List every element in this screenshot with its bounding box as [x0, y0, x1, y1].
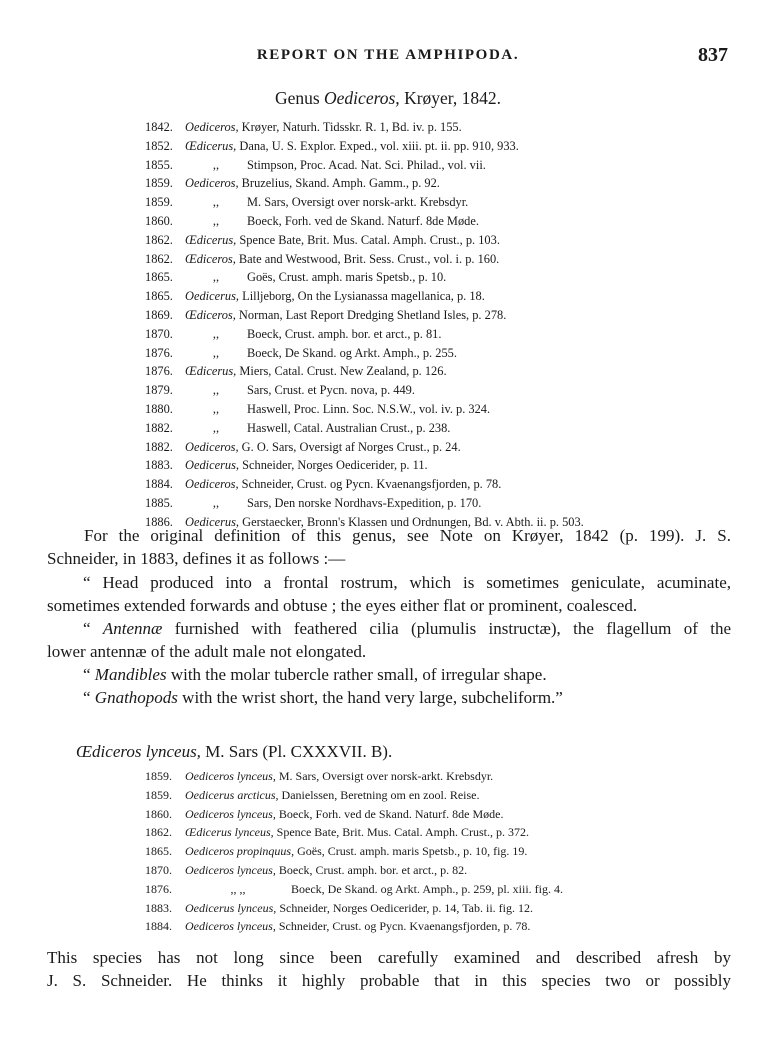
entry-year: 1862.: [145, 251, 173, 266]
running-title: REPORT ON THE AMPHIPODA.: [256, 47, 520, 63]
entry-year: 1852.: [145, 138, 173, 153]
species-heading: [76, 742, 392, 762]
entry-year: 1855.: [145, 157, 173, 172]
entry-reference: Goës, Crust. amph. maris Spetsb., p. 10.: [247, 270, 447, 285]
quote-line: [47, 663, 731, 686]
species-authority: M. Sars (Pl. CXXXVII. B).: [205, 742, 393, 761]
synonymy-entry: [145, 362, 745, 381]
entry-year: 1862.: [145, 825, 172, 840]
entry-reference: Spence Bate, Brit. Mus. Catal. Amph. Crust., p. 103.: [239, 232, 500, 247]
entry-ditto-mark: ,,: [212, 495, 220, 510]
definition-intro: [47, 524, 731, 570]
entry-year: 1882.: [145, 439, 173, 454]
entry-reference: Sars, Den norske Nordhavs-Expedition, p. 170.: [247, 495, 482, 510]
quote-line: [47, 686, 731, 709]
entry-year: 1859.: [145, 769, 172, 783]
entry-ditto-mark: ,,: [212, 270, 220, 285]
entry-year: 1869.: [145, 307, 173, 322]
synonymy-entry: [145, 344, 745, 363]
synonymy-entry: [145, 156, 745, 175]
entry-reference: Boeck, De Skand. og Arkt. Amph., p. 255.: [247, 345, 457, 360]
synonymy-entry: [145, 118, 745, 137]
entry-taxon-name: Œdiceros,: [185, 251, 236, 266]
synonymy-entry: [145, 494, 745, 513]
entry-year: 1860.: [145, 806, 172, 821]
synonymy-entry: [145, 805, 745, 824]
entry-reference: M. Sars, Oversigt over norsk-arkt. Krebsdyr.: [278, 769, 494, 783]
entry-ditto-mark: ,,: [212, 195, 220, 210]
entry-taxon-name: Oediceros,: [185, 120, 239, 134]
synonymy-entry: [145, 193, 745, 212]
synonymy-entry: [145, 823, 745, 842]
synonymy-entry: [145, 842, 745, 861]
synonymy-entry: [145, 438, 745, 457]
entry-year: 1876.: [145, 364, 173, 379]
entry-reference: Goës, Crust. amph. maris Spetsb., p. 10, fig. 19.: [297, 844, 528, 859]
entry-taxon-name: Oediceros,: [185, 477, 239, 492]
open-quote: “: [83, 688, 91, 707]
entry-year: 1876.: [145, 881, 172, 896]
synonymy-entry: [145, 268, 745, 287]
entry-ditto-mark: ,, ,,: [230, 881, 246, 896]
entry-reference: Sars, Crust. et Pycn. nova, p. 449.: [247, 383, 415, 398]
entry-taxon-name: Œdicerus,: [185, 364, 237, 379]
entry-taxon-name: Oediceros,: [185, 176, 239, 191]
entry-reference: Boeck, Crust. amph. bor. et arct., p. 82.: [278, 862, 468, 877]
entry-reference: Stimpson, Proc. Acad. Nat. Sci. Philad., vol. vii.: [247, 157, 486, 172]
entry-reference: Schneider, Norges Oedicerider, p. 11.: [242, 458, 428, 473]
quote-text: with the wrist short, the hand very large, subcheliform.”: [182, 688, 563, 707]
entry-taxon-name: Oediceros lynceus,: [185, 862, 276, 877]
quote-term: Mandibles: [94, 665, 167, 684]
entry-ditto-mark: ,,: [212, 326, 220, 341]
entry-reference: Boeck, Forh. ved de Skand. Naturf. 8de Møde.: [247, 213, 479, 228]
entry-year: 1884.: [145, 919, 172, 934]
entry-reference: M. Sars, Oversigt over norsk-arkt. Krebsdyr.: [247, 195, 469, 210]
entry-taxon-name: Oedicerus lynceus,: [185, 900, 277, 915]
synonymy-entry: [145, 419, 745, 438]
entry-year: 1859.: [145, 787, 172, 802]
entry-taxon-name: Oedicerus,: [185, 289, 240, 304]
entry-taxon-name: Oedicerus arcticus,: [185, 787, 279, 802]
entry-ditto-mark: ,,: [212, 401, 220, 416]
page-number: 837: [698, 44, 728, 66]
entry-reference: Miers, Catal. Crust. New Zealand, p. 126.: [239, 364, 447, 379]
synonymy-entry: [145, 231, 745, 250]
synonymy-entry: [145, 287, 745, 306]
synonymy-entry: [145, 212, 745, 231]
entry-year: 1862.: [145, 232, 173, 247]
entry-year: 1865.: [145, 844, 172, 859]
genus-label: Genus: [274, 88, 320, 108]
entry-year: 1883.: [145, 900, 172, 915]
entry-reference: Boeck, De Skand. og Arkt. Amph., p. 259, pl. xiii. fig. 4.: [291, 881, 563, 896]
quote-line: “ Head produced into a frontal rostrum, which is sometimes geniculate, acuminate,: [83, 573, 731, 592]
entry-taxon-name: Œdicerus,: [185, 138, 237, 153]
entry-year: 1883.: [145, 458, 173, 473]
quote-line: sometimes extended forwards and obtuse ; the eyes either flat or prominent, coalesced.: [47, 596, 638, 615]
quote-head: [47, 571, 731, 617]
entry-year: 1885.: [145, 495, 173, 510]
genus-heading: [0, 88, 776, 109]
synonymy-entry: [145, 325, 745, 344]
synonymy-entry: [145, 861, 745, 880]
entry-year: 1859.: [145, 176, 173, 191]
entry-reference: Boeck, Forh. ved de Skand. Naturf. 8de Møde.: [278, 806, 504, 821]
entry-reference: Danielssen, Beretning om en zool. Reise.: [281, 787, 480, 802]
entry-year: 1882.: [145, 420, 173, 435]
synonymy-entry: [145, 381, 745, 400]
entry-reference: G. O. Sars, Oversigt af Norges Crust., p. 24.: [241, 439, 461, 454]
synonymy-entry: [145, 137, 745, 156]
quote-text: with the molar tubercle rather small, of irregular shape.: [170, 665, 547, 684]
entry-reference: Haswell, Catal. Australian Crust., p. 238.: [247, 420, 451, 435]
genus-author: Krøyer, 1842.: [404, 88, 502, 108]
quote-text: furnished with feathered cilia (plumulis instructæ), the flagellum of the: [174, 619, 731, 638]
entry-year: 1879.: [145, 383, 173, 398]
open-quote: “: [83, 665, 91, 684]
closing-paragraph: [47, 946, 731, 992]
entry-year: 1870.: [145, 862, 172, 877]
entry-reference: Krøyer, Naturh. Tidsskr. R. 1, Bd. iv. p. 155.: [241, 120, 462, 134]
entry-taxon-name: Œdicerus,: [185, 232, 237, 247]
entry-taxon-name: Oediceros,: [185, 439, 239, 454]
entry-year: 1876.: [145, 345, 173, 360]
entry-reference: Spence Bate, Brit. Mus. Catal. Amph. Crust., p. 372.: [276, 825, 529, 840]
quote-term: Antennæ: [102, 619, 163, 638]
entry-taxon-name: Oedicerus,: [185, 514, 240, 529]
closing-line: J. S. Schneider. He thinks it highly probable that in this species two or possibly: [47, 971, 731, 990]
synonymy-entry: [145, 306, 745, 325]
quote-line: [47, 617, 731, 640]
entry-year: 1865.: [145, 270, 173, 285]
definition-intro-line: Schneider, in 1883, defines it as follows :—: [47, 549, 346, 568]
closing-line: This species has not long since been carefully examined and described afresh by: [47, 948, 731, 967]
entry-year: 1842.: [145, 120, 173, 134]
entry-year: 1859.: [145, 195, 173, 210]
synonymy-entry: [145, 456, 745, 475]
entry-reference: Boeck, Crust. amph. bor. et arct., p. 81.: [247, 326, 442, 341]
entry-taxon-name: Oediceros lynceus,: [185, 919, 276, 934]
entry-ditto-mark: ,,: [212, 420, 220, 435]
quote-antennae: [47, 617, 731, 663]
entry-reference: Lilljeborg, On the Lysianassa magellanica, p. 18.: [242, 289, 485, 304]
synonymy-entry: [145, 786, 745, 805]
entry-reference: Schneider, Crust. og Pycn. Kvaenangsfjorden, p. 78.: [278, 919, 531, 934]
entry-reference: Haswell, Proc. Linn. Soc. N.S.W., vol. iv. p. 324.: [247, 401, 491, 416]
entry-reference: Bate and Westwood, Brit. Sess. Crust., vol. i. p. 160.: [238, 251, 500, 266]
entry-reference: Bruzelius, Skand. Amph. Gamm., p. 92.: [241, 176, 440, 191]
entry-taxon-name: Oediceros lynceus,: [185, 806, 276, 821]
entry-year: 1865.: [145, 289, 173, 304]
running-header: [0, 44, 776, 68]
quote-line: lower antennæ of the adult male not elongated.: [47, 642, 367, 661]
entry-year: 1860.: [145, 213, 173, 228]
synonymy-entry: [145, 475, 745, 494]
entry-reference: Dana, U. S. Explor. Exped., vol. xiii. pt. ii. pp. 910, 933.: [239, 138, 519, 153]
genus-name: Oediceros,: [324, 88, 400, 108]
entry-ditto-mark: ,,: [212, 213, 220, 228]
synonymy-entry: [145, 917, 745, 936]
synonymy-entry: [145, 174, 745, 193]
entry-year: 1886.: [145, 514, 173, 529]
entry-year: 1884.: [145, 477, 173, 492]
entry-ditto-mark: ,,: [212, 157, 220, 172]
entry-taxon-name: Œdiceros,: [185, 307, 236, 322]
entry-taxon-name: Oedicerus,: [185, 458, 240, 473]
entry-reference: Schneider, Crust. og Pycn. Kvaenangsfjorden, p. 78.: [241, 477, 502, 492]
species-name: Œdiceros lynceus,: [76, 742, 201, 761]
synonymy-entry: [145, 250, 745, 269]
entry-ditto-mark: ,,: [212, 383, 220, 398]
synonymy-entry: [145, 400, 745, 419]
entry-reference: Gerstaecker, Bronn's Klassen und Ordnungen, Bd. v. Abth. ii. p. 503.: [242, 514, 584, 529]
species-synonymy-list: [145, 767, 745, 936]
entry-reference: Schneider, Norges Oedicerider, p. 14, Tab. ii. fig. 12.: [279, 900, 534, 915]
entry-year: 1870.: [145, 326, 173, 341]
quote-mandibles: [47, 663, 731, 686]
entry-year: 1880.: [145, 401, 173, 416]
synonymy-entry: [145, 899, 745, 918]
entry-ditto-mark: ,,: [212, 345, 220, 360]
definition-intro-line: For the original definition of this genus, see Note on Krøyer, 1842 (p. 199). J. S.: [84, 526, 731, 545]
entry-taxon-name: Œdicerus lynceus,: [185, 825, 274, 840]
open-quote: “: [83, 619, 91, 638]
genus-synonymy-list: [145, 118, 745, 532]
entry-reference: Norman, Last Report Dredging Shetland Isles, p. 278.: [238, 307, 507, 322]
synonymy-entry: [145, 767, 745, 786]
entry-taxon-name: Oediceros lynceus,: [185, 769, 276, 783]
synonymy-entry: [145, 880, 745, 899]
quote-term: Gnathopods: [94, 688, 178, 707]
quote-gnathopods: [47, 686, 731, 709]
entry-taxon-name: Oediceros propinquus,: [185, 844, 295, 859]
